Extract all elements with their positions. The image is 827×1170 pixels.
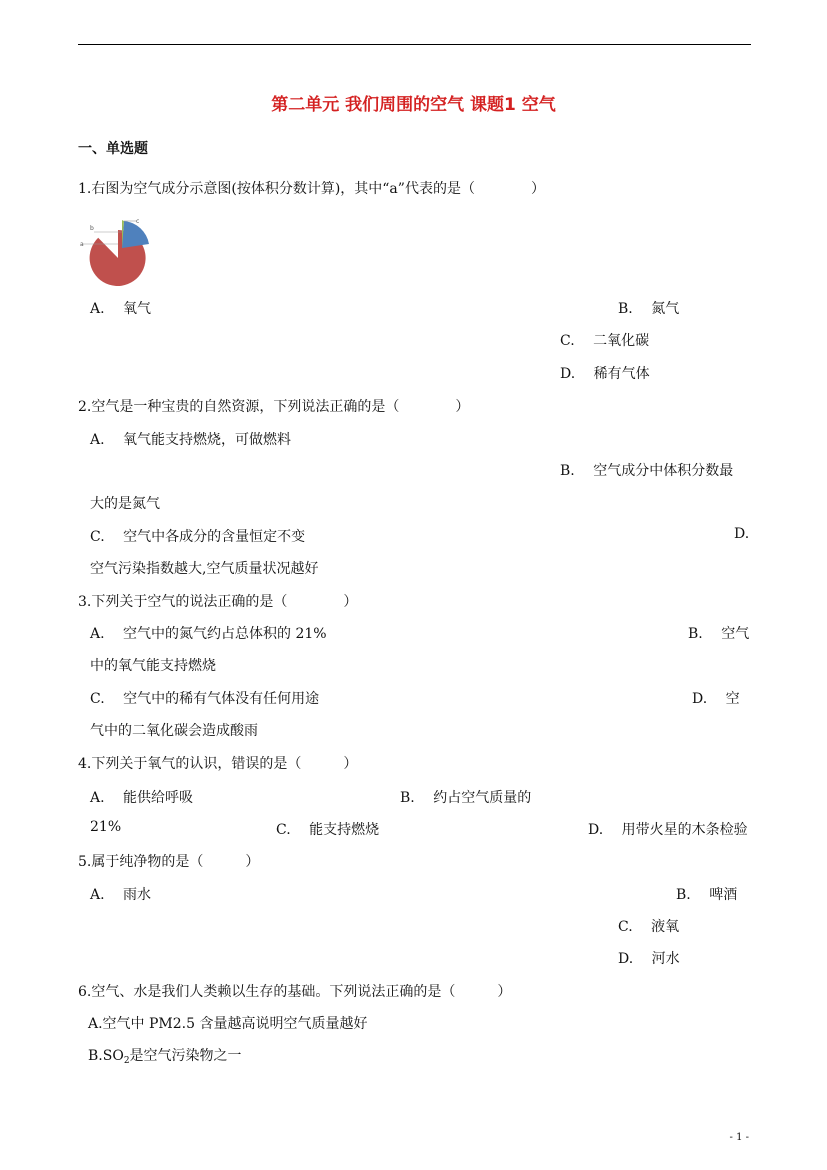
q3-option-d-cont: 气中的二氧化碳会造成酸雨 — [90, 723, 258, 739]
q4-option-d: D. 用带火星的木条检验 — [588, 822, 748, 838]
q3-option-d: D. 空 — [692, 691, 740, 707]
q3-option-b-cont: 中的氧气能支持燃烧 — [90, 658, 216, 674]
q5-option-d: D. 河水 — [618, 951, 680, 967]
pie-label-a: a — [80, 241, 84, 248]
q2-option-b-cont: 大的是氮气 — [90, 496, 160, 512]
q1-option-c: C. 二氧化碳 — [560, 333, 650, 349]
q5-option-b: B. 啤酒 — [676, 887, 738, 903]
q2-option-a: A. 氧气能支持燃烧，可做燃料 — [90, 432, 292, 448]
q6-option-b — [88, 1045, 242, 1066]
q1-option-d: D. 稀有气体 — [560, 366, 650, 382]
q3-option-a: A. 空气中的氮气约占总体积的 21% — [90, 626, 327, 642]
q2-option-d: D. — [734, 526, 750, 542]
header-rule — [78, 44, 751, 45]
q2-option-b: B. 空气成分中体积分数最 — [560, 463, 734, 479]
question-4-stem: 4.下列关于氧气的认识，错误的是（ ） — [78, 756, 358, 772]
q3-option-b: B. 空气 — [688, 626, 750, 642]
q4-option-a: A. 能供给呼吸 — [90, 790, 194, 806]
page-title: 第二单元 我们周围的空气 课题1 空气 — [271, 95, 556, 115]
question-3-stem: 3.下列关于空气的说法正确的是（ ） — [78, 594, 358, 610]
q6-option-b-prefix: B.SO — [88, 1048, 124, 1064]
question-6-stem: 6.空气、水是我们人类赖以生存的基础。下列说法正确的是（ ） — [78, 984, 512, 1000]
pie-label-c: c — [136, 218, 140, 225]
q5-option-c: C. 液氧 — [618, 919, 680, 935]
q1-option-a: A. 氧气 — [90, 301, 152, 317]
q4-option-b: B. 约占空气质量的 — [400, 790, 532, 806]
section-heading: 一、单选题 — [78, 141, 148, 157]
q2-option-d-cont: 空气污染指数越大,空气质量状况越好 — [90, 561, 319, 577]
question-5-stem: 5.属于纯净物的是（ ） — [78, 854, 260, 870]
question-2-stem: 2.空气是一种宝贵的自然资源，下列说法正确的是（ ） — [78, 399, 470, 415]
page-number: - 1 - — [729, 1132, 749, 1143]
air-composition-pie-chart — [80, 218, 160, 288]
q4-option-b-cont: 21% — [90, 819, 122, 835]
q6-option-b-text: 是空气污染物之一 — [129, 1048, 242, 1064]
q1-option-b: B. 氮气 — [618, 301, 680, 317]
pie-label-b: b — [90, 225, 94, 232]
q6-option-b-subscript: 2 — [123, 1056, 130, 1066]
q6-option-a: A.空气中 PM2.5 含量越高说明空气质量越好 — [88, 1016, 368, 1032]
q5-option-a: A. 雨水 — [90, 887, 152, 903]
q3-option-c: C. 空气中的稀有气体没有任何用途 — [90, 691, 320, 707]
q2-option-c: C. 空气中各成分的含量恒定不变 — [90, 529, 306, 545]
q4-option-c: C. 能支持燃烧 — [276, 822, 380, 838]
pie-slice-b — [122, 221, 149, 248]
question-1-stem: 1.右图为空气成分示意图(按体积分数计算)，其中“a”代表的是（ ） — [78, 181, 545, 197]
